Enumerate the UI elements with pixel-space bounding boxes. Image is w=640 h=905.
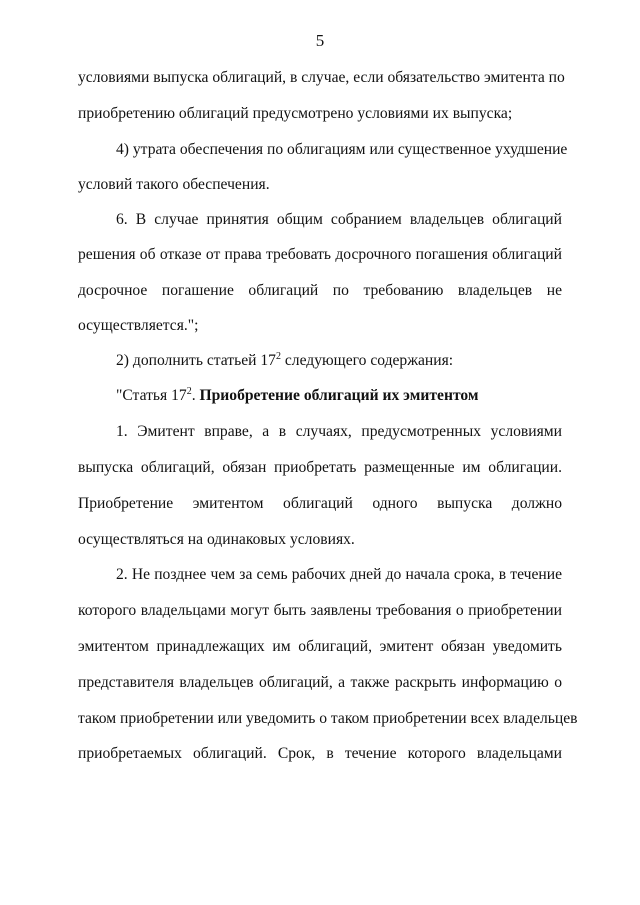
text-line: эмитентом принадлежащих им облигаций, эмитент обязан уведомить	[78, 638, 562, 655]
article-title: Приобретение облигаций их эмитентом	[199, 387, 479, 404]
text-line: таком приобретении или уведомить о таком приобретении всех владельцев	[78, 710, 578, 727]
text-line: представителя владельцев облигаций, а также раскрыть информацию о	[78, 674, 562, 691]
amendment-text-end: следующего содержания:	[280, 352, 454, 369]
text-line: 4) утрата обеспечения по облигациям или существенное ухудшение	[116, 141, 568, 158]
article-dot: .	[191, 387, 200, 404]
text-line: решения об отказе от права требовать досрочного погашения облигаций	[78, 246, 562, 263]
text-line: приобретению облигаций предусмотрено условиями их выпуска;	[78, 105, 513, 122]
text-line: 2. Не позднее чем за семь рабочих дней до начала срока, в течение	[116, 566, 562, 583]
text-line: условий такого обеспечения.	[78, 176, 270, 193]
article-heading	[116, 386, 562, 406]
text-line: осуществляться на одинаковых условиях.	[78, 531, 355, 548]
amendment-line	[116, 351, 562, 371]
superscript: 2	[186, 386, 192, 397]
page-number: 5	[315, 31, 325, 50]
superscript: 2	[275, 351, 281, 362]
text-line: 6. В случае принятия общим собранием владельцев облигаций	[116, 211, 562, 228]
text-line: которого владельцами могут быть заявлены требования о приобретении	[78, 602, 562, 619]
text-line: Приобретение эмитентом облигаций одного выпуска должно	[78, 495, 562, 512]
amendment-text: 2) дополнить статьей 17	[116, 352, 276, 369]
text-line: 1. Эмитент вправе, а в случаях, предусмотренных условиями	[116, 423, 562, 440]
text-line: условиями выпуска облигаций, в случае, если обязательство эмитента по	[78, 69, 565, 86]
text-line: выпуска облигаций, обязан приобретать размещенные им облигации.	[78, 459, 562, 476]
text-line: досрочное погашение облигаций по требованию владельцев не	[78, 282, 562, 299]
article-label: "Статья 17	[116, 387, 187, 404]
text-line: приобретаемых облигаций. Срок, в течение которого владельцами	[78, 745, 562, 762]
text-line: осуществляется.";	[78, 317, 199, 334]
